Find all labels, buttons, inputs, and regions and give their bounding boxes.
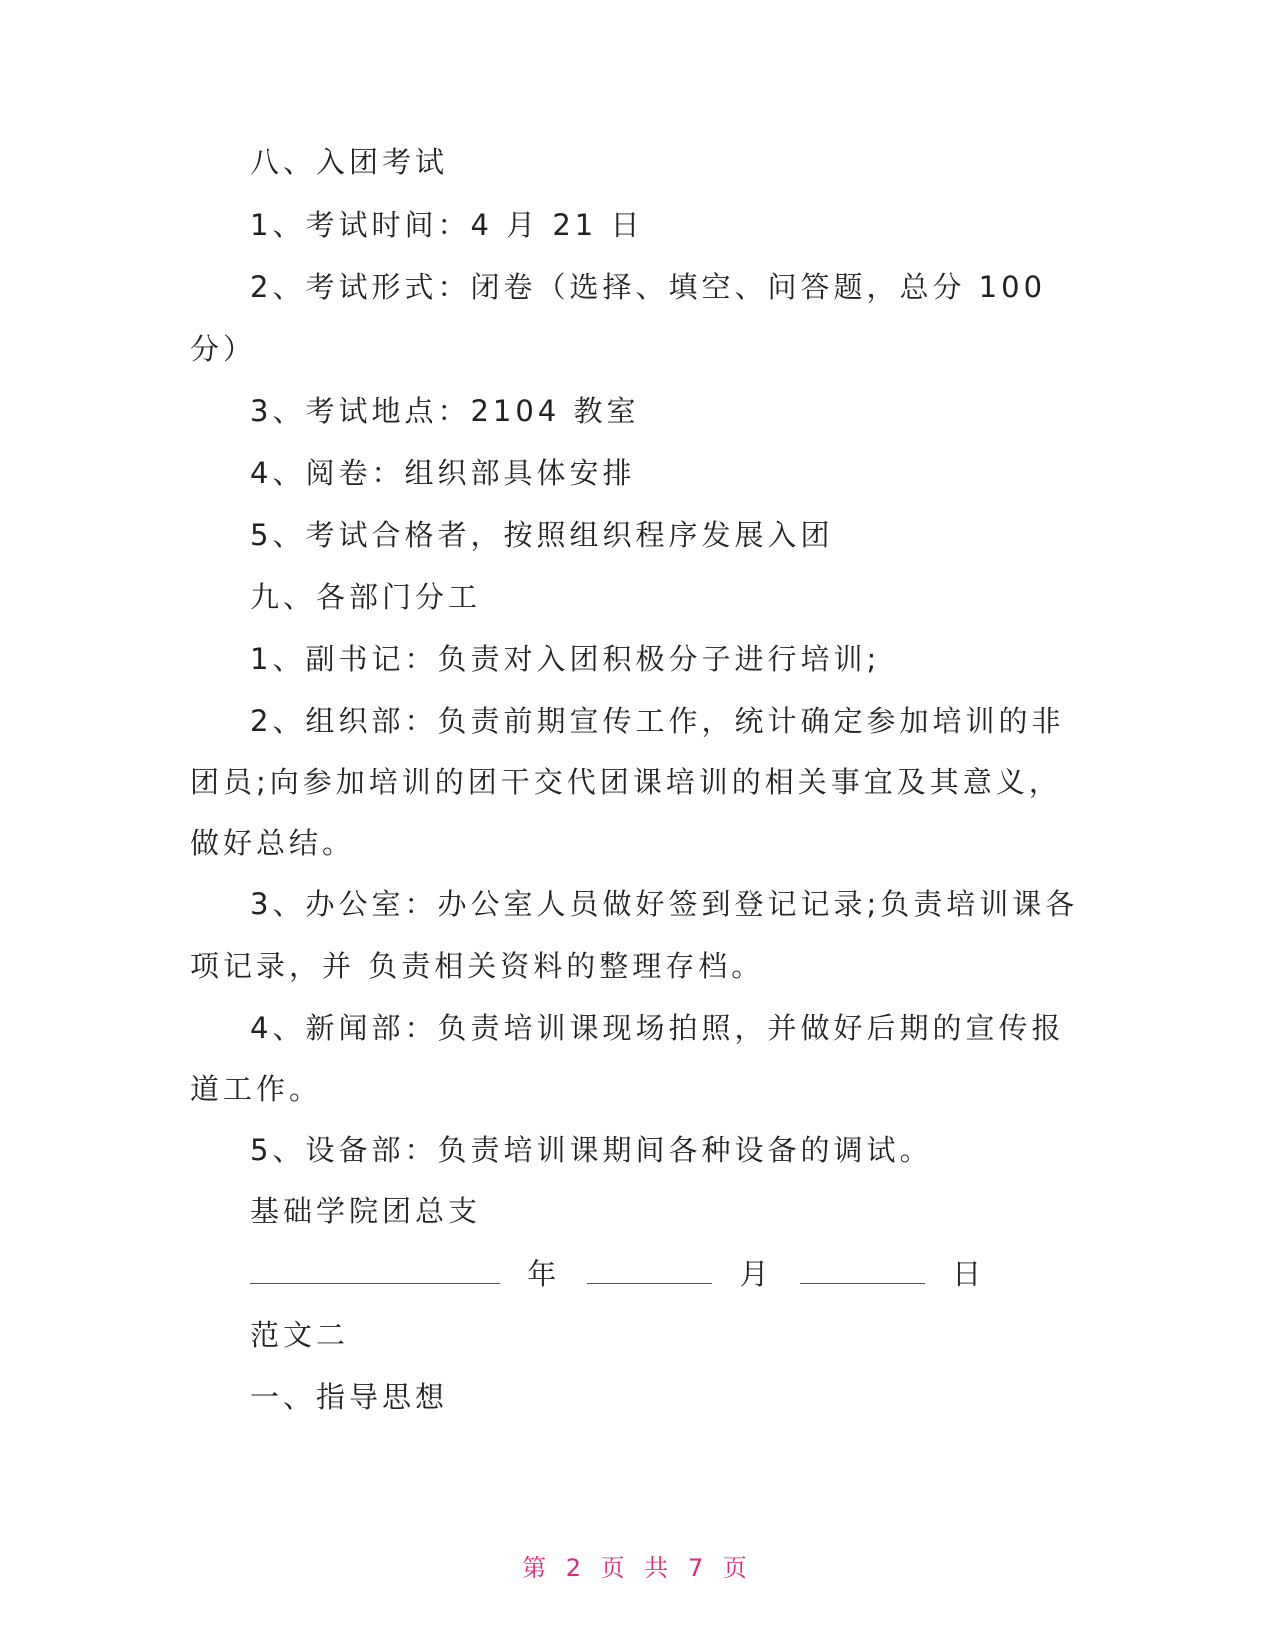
paragraph-line: 1、副书记：负责对入团积极分子进行培训; <box>250 642 881 676</box>
year-label: 年 <box>527 1257 561 1291</box>
day-label: 日 <box>952 1257 986 1291</box>
paragraph-line: 5、考试合格者，按照组织程序发展入团 <box>250 518 834 552</box>
paragraph-line: 2、组织部：负责前期宣传工作，统计确定参加培训的非 <box>250 704 1065 738</box>
paragraph-line: 团员;向参加培训的团干交代团课培训的相关事宜及其意义， <box>190 765 1062 799</box>
paragraph-line: 2、考试形式：闭卷（选择、填空、问答题，总分 100 <box>250 270 1047 304</box>
section-heading-divisions: 九、各部门分工 <box>250 580 482 614</box>
paragraph-line: 做好总结。 <box>190 826 356 860</box>
paragraph-line: 4、阅卷：组织部具体安排 <box>250 456 636 490</box>
paragraph-line: 分） <box>190 332 257 366</box>
paragraph-line: 3、办公室：办公室人员做好签到登记记录;负责培训课各 <box>250 887 1079 921</box>
date-line <box>250 1259 999 1289</box>
paragraph-line: 5、设备部：负责培训课期间各种设备的调试。 <box>250 1133 933 1167</box>
paragraph-line: 道工作。 <box>190 1072 323 1106</box>
section-heading-exam: 八、入团考试 <box>250 145 449 179</box>
year-blank <box>250 1259 500 1284</box>
paragraph-line: 项记录，并 负责相关资料的整理存档。 <box>190 949 765 983</box>
page-number-footer: 第 2 页 共 7 页 <box>522 1554 753 1582</box>
signature-organization: 基础学院团总支 <box>250 1194 482 1228</box>
paragraph-line: 1、考试时间：4 月 21 日 <box>250 208 644 242</box>
paragraph-line: 3、考试地点：2104 教室 <box>250 394 640 428</box>
paragraph-line: 4、新闻部：负责培训课现场拍照，并做好后期的宣传报 <box>250 1011 1065 1045</box>
month-blank <box>587 1259 712 1284</box>
day-blank <box>800 1259 925 1284</box>
section-heading-sample-two: 范文二 <box>250 1318 350 1352</box>
month-label: 月 <box>739 1257 773 1291</box>
section-heading-guiding-idea: 一、指导思想 <box>250 1380 449 1414</box>
